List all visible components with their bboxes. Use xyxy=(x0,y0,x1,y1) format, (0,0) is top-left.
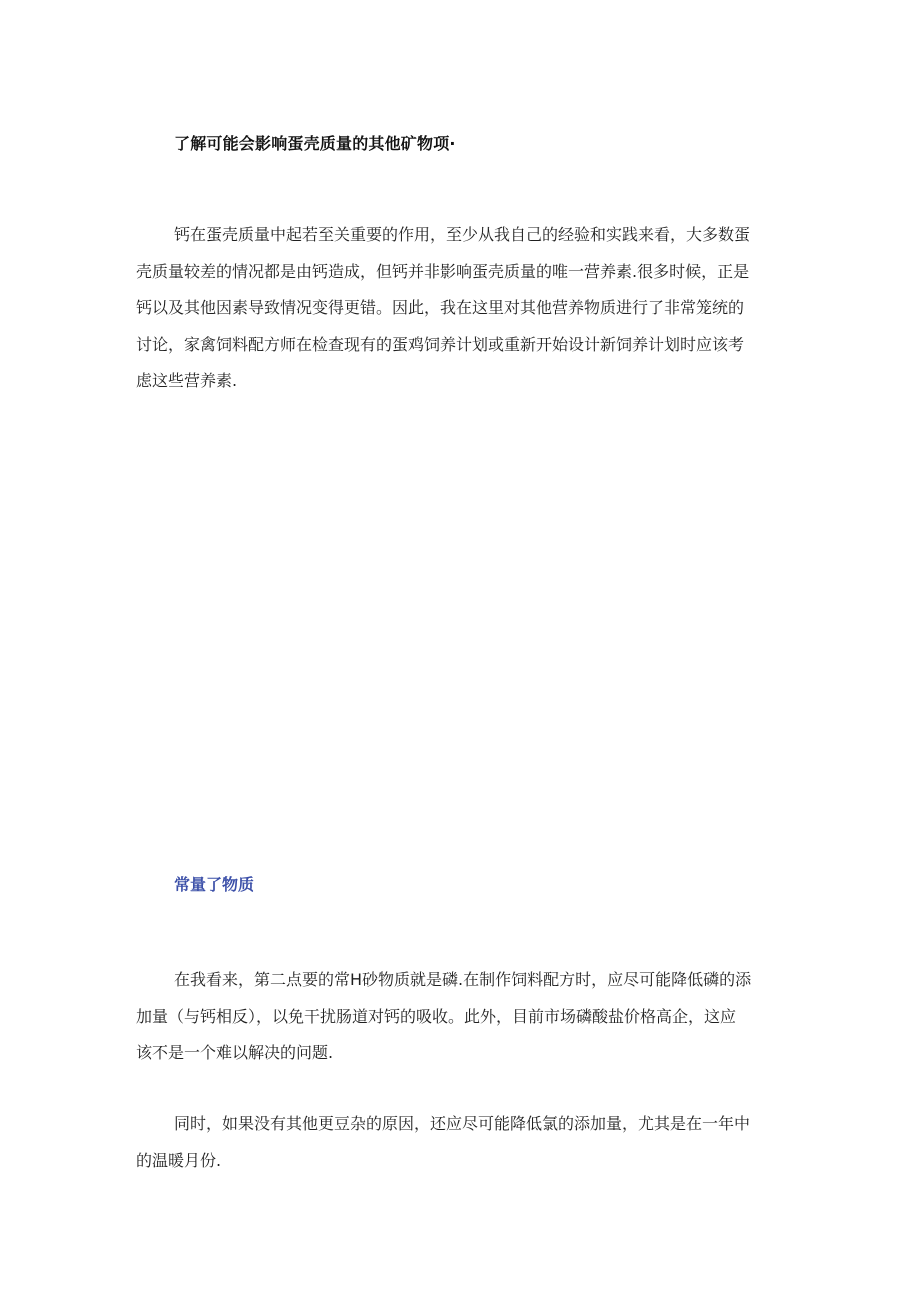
paragraph-line: 钙以及其他因素导致情况变得更错。因此，我在这里对其他营养物质进行了非常笼统的 xyxy=(136,298,745,317)
paragraph-line: 在我看来，第二点要的常H砂物质就是磷.在制作饲料配方时，应尽可能降低磷的添 xyxy=(174,970,752,989)
paragraph-line: 该不是一个难以解决的问题. xyxy=(136,1043,334,1062)
paragraph-phosphorus xyxy=(136,962,786,1072)
paragraph-chlorine xyxy=(136,1106,786,1179)
section-title: 常量了物质 xyxy=(174,875,255,894)
paragraph-line: 加量（与钙相反），以免干扰肠道对钙的吸收。此外，目前市场磷酸盐价格高企，这应 xyxy=(136,1006,737,1026)
paragraph-line: 的温暖月份. xyxy=(136,1150,222,1170)
paragraph-calcium-importance xyxy=(136,217,786,400)
paragraph-line: 虑这些营养素. xyxy=(136,371,238,390)
document-heading: 了解可能会影响蛋壳质量的其他矿物项· xyxy=(174,134,456,153)
paragraph-line: 钙在蛋壳质量中起若至关重要的作用，至少从我自己的经验和实践来看，大多数蛋 xyxy=(174,225,751,244)
paragraph-line: 壳质量较差的情况都是由钙造成，但钙并非影响蛋壳质量的唯一营养素.很多时候，正是 xyxy=(136,261,750,281)
paragraph-line: 讨论，家禽饲料配方师在检查现有的蛋鸡饲养计划或重新开始设计新饲养计划时应该考 xyxy=(136,334,745,354)
paragraph-line: 同时，如果没有其他更豆杂的原因，还应尽可能降低氯的添加量，尤其是在一年中 xyxy=(174,1114,751,1133)
